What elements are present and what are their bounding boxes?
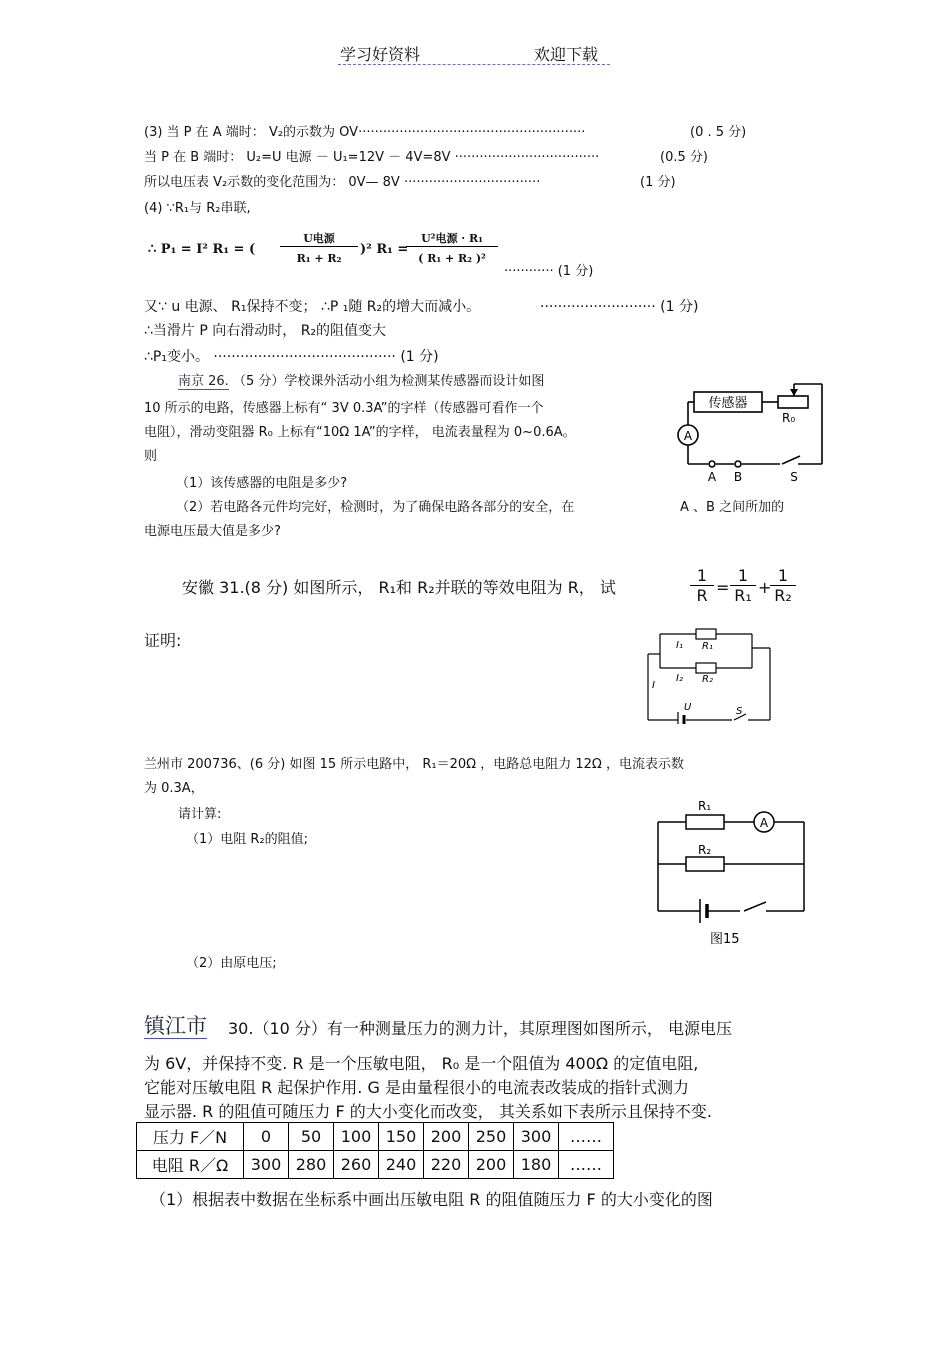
sec4-line1-dots: ·························· (1 分) (540, 299, 699, 315)
nanjing-q2: （2）若电路各元件均完好，检测时，为了确保电路各部分的安全，在 (176, 500, 575, 515)
table-cell: 180 (514, 1151, 559, 1179)
table-cell: 240 (379, 1151, 424, 1179)
anhui-circuit-figure (640, 624, 780, 724)
nanjing-q3: 电源电压最大值是多少? (144, 524, 281, 539)
formula-num2: U²电源 · R₁ (406, 230, 498, 247)
frac3-num: 1 (770, 566, 796, 586)
table-cell: …… (559, 1123, 614, 1151)
point-b-label: B (733, 470, 743, 484)
sec4-line1: 又∵ u 电源、 R₁保持不变； ∴P ₁随 R₂的增大而减小。 (144, 299, 481, 315)
sec4-line2: ∴当滑片 P 向右滑动时， R₂的阻值变大 (144, 323, 387, 339)
sec4-line3: ∴P₁变小。 ········································· (1 分) (144, 349, 439, 365)
zhenjiang-line2: 为 6V，并保持不变. R 是一个压敏电阻， R₀ 是一个阻值为 400Ω 的定值电阻, (144, 1054, 699, 1073)
point-a-label: A (707, 470, 717, 484)
figure-caption: 图15 (710, 932, 740, 947)
sec3-line1: (3) 当 P 在 A 端时： V₂的示数为 OV······················································· (144, 125, 586, 140)
anhui-line1: 安徽 31.(8 分) 如图所示， R₁和 R₂并联的等效电阻为 R， 试 (182, 578, 616, 597)
fraction-1-over-r1 (730, 566, 756, 605)
formula-mid: )² R₁ = (360, 242, 409, 257)
r0-label: R₀ (782, 411, 796, 425)
formula-den2: ( R₁ + R₂ )² (418, 252, 486, 265)
sec3-line2: 当 P 在 B 端时： U₂=U 电源 － U₁=12V － 4V=8V ··································· (144, 150, 600, 165)
formula-lhs: ∴ P₁ = I² R₁ = ( (148, 242, 256, 257)
switch-label: S (790, 470, 798, 484)
zhenjiang-line3: 它能对压敏电阻 R 起保护作用. G 是由量程很小的电流表改装成的指针式测力 (144, 1078, 689, 1097)
nanjing-q1: （1）该传感器的电阻是多少? (176, 476, 348, 491)
table-cell: 250 (469, 1123, 514, 1151)
pressure-resistance-table (136, 1122, 614, 1179)
s-label: S (736, 706, 743, 717)
zhenjiang-q1: （1）根据表中数据在坐标系中画出压敏电阻 R 的阻值随压力 F 的大小变化的图 (150, 1190, 713, 1209)
i-label: I (652, 680, 655, 691)
table-row (137, 1151, 614, 1179)
plus-sign: + (758, 578, 772, 597)
zhenjiang-tag-text: 镇江市 (144, 1014, 207, 1038)
table-cell: 200 (469, 1151, 514, 1179)
table-cell: 50 (289, 1123, 334, 1151)
i1-label: I₁ (676, 640, 683, 651)
nanjing-line1-text: （5 分）学校课外活动小组为检测某传感器而设计如图 (228, 374, 545, 389)
header-right: 欢迎下载 (534, 45, 599, 64)
table-cell: 300 (244, 1151, 289, 1179)
table-cell: 280 (289, 1151, 334, 1179)
fraction-1-over-r (690, 566, 714, 605)
sec3-line1-score: (0 . 5 分) (690, 125, 747, 140)
table-row (137, 1123, 614, 1151)
lanzhou-q1: （1）电阻 R₂的阻值; (186, 832, 309, 847)
table-cell: 0 (244, 1123, 289, 1151)
frac1-den: R (696, 586, 708, 605)
zhenjiang-tag (144, 1010, 207, 1040)
i2-label: I₂ (676, 673, 683, 684)
u-label: U (684, 702, 692, 713)
table-cell: …… (559, 1151, 614, 1179)
table-cell: 220 (424, 1151, 469, 1179)
sec3-line4: (4) ∵R₁与 R₂串联, (144, 201, 251, 216)
lanzhou-q2: （2）由原电压; (186, 956, 277, 971)
r1-label: R₁ (702, 641, 713, 652)
fraction-1-over-r2 (770, 566, 796, 605)
table-cell: 压力 F／N (137, 1123, 244, 1151)
sec3-line3-score: (1 分) (640, 175, 676, 190)
nanjing-line1 (178, 370, 544, 389)
table-cell: 100 (334, 1123, 379, 1151)
ammeter-icon: A (683, 429, 693, 443)
frac2-num: 1 (730, 566, 756, 586)
nanjing-line2: 10 所示的电路，传感器上标有“ 3V 0.3A”的字样（传感器可看作一个 (144, 401, 544, 416)
frac3-den: R₂ (774, 586, 792, 605)
nanjing-q2-end: A 、B 之间所加的 (680, 500, 785, 515)
table-cell: 260 (334, 1151, 379, 1179)
lanzhou-line2: 为 0.3A， (144, 781, 204, 796)
lanzhou-circuit-figure (652, 796, 812, 948)
zhenjiang-line4: 显示器. R 的阻值可随压力 F 的大小变化而改变， 其关系如下表所示且保持不变. (144, 1102, 712, 1121)
r2-fig-label: R₂ (698, 843, 712, 857)
anhui-proof-label: 证明: (144, 631, 182, 650)
table-cell: 200 (424, 1123, 469, 1151)
nanjing-line3: 电阻），滑动变阻器 R₀ 上标有“10Ω 1A”的字样， 电流表量程为 0~0.6A。 (144, 425, 576, 440)
sec3-line2-score: (0.5 分) (660, 150, 708, 165)
table-cell: 300 (514, 1123, 559, 1151)
sensor-label: 传感器 (708, 396, 748, 411)
nanjing-circuit-figure (670, 378, 830, 488)
lanzhou-line1: 兰州市 200736、(6 分) 如图 15 所示电路中， R₁＝20Ω ，电路总电阻力 12Ω ，电流表示数 (144, 757, 684, 772)
table-cell: 150 (379, 1123, 424, 1151)
frac2-den: R₁ (734, 586, 752, 605)
formula-tail: ············ (1 分) (504, 264, 594, 279)
frac1-num: 1 (690, 566, 714, 586)
zhenjiang-line1: 30.（10 分）有一种测量压力的测力计，其原理图如图所示， 电源电压 (228, 1019, 732, 1038)
nanjing-tag: 南京 26. (178, 374, 229, 389)
header-left: 学习好资料 (340, 45, 421, 64)
lanzhou-line3: 请计算: (178, 807, 222, 822)
header-divider (338, 64, 610, 65)
r2-label: R₂ (702, 674, 713, 685)
nanjing-line4: 则 (144, 449, 158, 464)
formula-den1: R₁ + R₂ (296, 252, 342, 265)
equals-sign: = (716, 578, 730, 597)
sec3-line3: 所以电压表 V₂示数的变化范围为： 0V— 8V ································· (144, 175, 541, 190)
ammeter-icon: A (759, 816, 769, 830)
r1-fig-label: R₁ (698, 799, 712, 813)
formula-num1: U电源 (280, 230, 358, 247)
table-cell: 电阻 R／Ω (137, 1151, 244, 1179)
